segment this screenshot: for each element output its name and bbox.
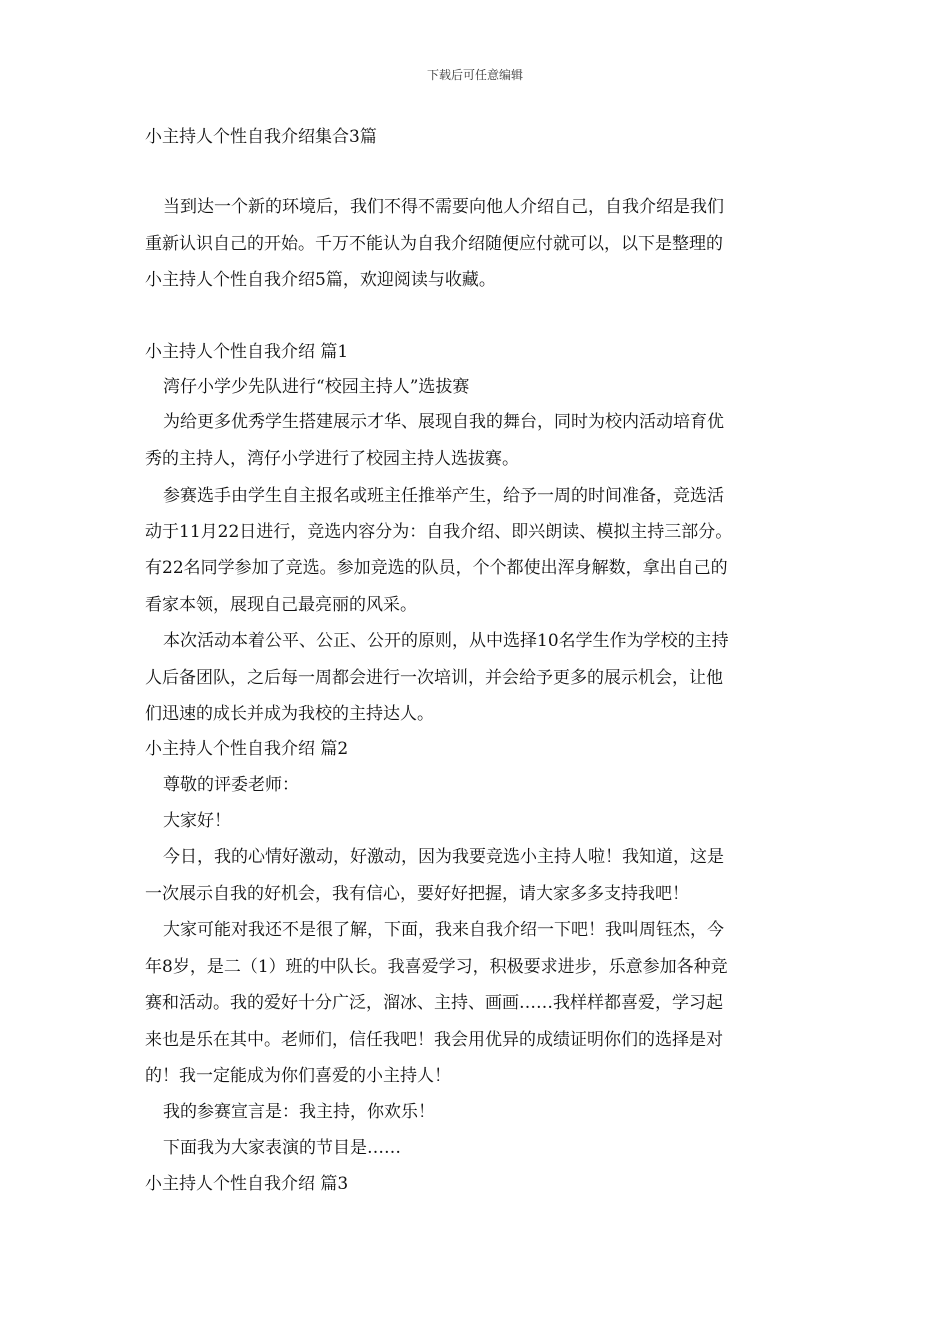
- section-heading: 小主持人个性自我介绍 篇1: [145, 342, 349, 362]
- section-heading: 小主持人个性自我介绍 篇3: [145, 1174, 349, 1194]
- paragraph-line: 我的参赛宣言是：我主持，你欢乐！: [163, 1102, 435, 1122]
- paragraph-line: 下面我为大家表演的节目是……: [163, 1138, 401, 1158]
- paragraph-line: 为给更多优秀学生搭建展示才华、展现自我的舞台，同时为校内活动培育优: [163, 412, 724, 432]
- paragraph-line: 本次活动本着公平、公正、公开的原则，从中选择10名学生作为学校的主持: [163, 631, 729, 651]
- paragraph-line: 尊敬的评委老师：: [163, 775, 299, 795]
- paragraph-line: 赛和活动。我的爱好十分广泛，溜冰、主持、画画……我样样都喜爱，学习起: [145, 993, 723, 1013]
- intro-line: 重新认识自己的开始。千万不能认为自我介绍随便应付就可以，以下是整理的: [145, 234, 723, 254]
- intro-line: 当到达一个新的环境后，我们不得不需要向他人介绍自己，自我介绍是我们: [163, 197, 724, 217]
- paragraph-line: 看家本领，展现自己最亮丽的风采。: [145, 595, 417, 615]
- paragraph-line: 大家可能对我还不是很了解，下面，我来自我介绍一下吧！我叫周钰杰，今: [163, 920, 724, 940]
- paragraph-line: 今日，我的心情好激动，好激动，因为我要竞选小主持人啦！我知道，这是: [163, 847, 724, 867]
- paragraph-line: 人后备团队，之后每一周都会进行一次培训，并会给予更多的展示机会，让他: [145, 668, 723, 688]
- paragraph-line: 们迅速的成长并成为我校的主持达人。: [145, 704, 434, 724]
- paragraph-line: 秀的主持人，湾仔小学进行了校园主持人选拔赛。: [145, 449, 519, 469]
- section-heading: 小主持人个性自我介绍 篇2: [145, 739, 349, 759]
- paragraph-line: 一次展示自我的好机会，我有信心，要好好把握，请大家多多支持我吧！: [145, 884, 689, 904]
- paragraph-line: 有22名同学参加了竞选。参加竞选的队员，个个都使出浑身解数，拿出自己的: [145, 558, 728, 578]
- paragraph-line: 大家好！: [163, 811, 231, 831]
- paragraph-line: 动于11月22日进行，竞选内容分为：自我介绍、即兴朗读、模拟主持三部分。: [145, 522, 733, 542]
- page-header: 下载后可任意编辑: [426, 68, 523, 82]
- paragraph-line: 年8岁，是二（1）班的中队长。我喜爱学习，积极要求进步，乐意参加各种竞: [145, 957, 728, 977]
- intro-line: 小主持人个性自我介绍5篇，欢迎阅读与收藏。: [145, 270, 496, 290]
- paragraph-line: 的！我一定能成为你们喜爱的小主持人！: [145, 1066, 451, 1086]
- document-title: 小主持人个性自我介绍集合3篇: [145, 127, 377, 147]
- paragraph-line: 湾仔小学少先队进行“校园主持人”选拔赛: [163, 377, 470, 397]
- paragraph-line: 来也是乐在其中。老师们，信任我吧！我会用优异的成绩证明你们的选择是对: [145, 1030, 723, 1050]
- paragraph-line: 参赛选手由学生自主报名或班主任推举产生，给予一周的时间准备，竞选活: [163, 486, 724, 506]
